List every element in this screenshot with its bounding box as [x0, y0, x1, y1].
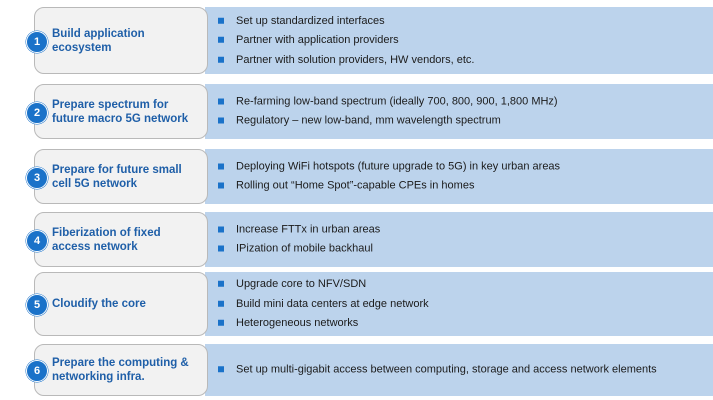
- bullet-item: Rolling out “Home Spot”-capable CPEs in homes: [218, 177, 560, 197]
- bullet-item: Set up multi-gigabit access between computing, storage and access network elements: [218, 360, 657, 380]
- bullet-item: Partner with solution providers, HW vendors, etc.: [218, 50, 474, 70]
- step-2-number-badge: 2: [26, 102, 48, 124]
- step-3-bullet-list: [218, 157, 560, 196]
- step-6-bullet-list: [218, 360, 657, 380]
- step-5-title: Cloudify the core: [52, 298, 146, 310]
- step-1-number-badge: 1: [26, 31, 48, 53]
- bullet-item: Re-farming low-band spectrum (ideally 700, 800, 900, 1,800 MHz): [218, 92, 558, 112]
- bullet-item: IPization of mobile backhaul: [218, 240, 380, 260]
- step-row-5: [0, 272, 713, 336]
- step-6-title: Prepare the computing & networking infra.: [52, 357, 189, 383]
- step-row-6: [0, 344, 713, 396]
- step-5-bullet-list: [218, 275, 429, 334]
- step-3-title: Prepare for future small cell 5G network: [52, 163, 182, 190]
- step-3-number-badge: 3: [26, 167, 48, 189]
- bullet-item: Deploying WiFi hotspots (future upgrade to 5G) in key urban areas: [218, 157, 560, 177]
- bullet-item: Set up standardized interfaces: [218, 11, 474, 31]
- bullet-item: Build mini data centers at edge network: [218, 294, 429, 314]
- step-row-1: [0, 7, 713, 74]
- step-2-title: Prepare spectrum for future macro 5G network: [52, 98, 189, 125]
- bullet-item: Partner with application providers: [218, 31, 474, 51]
- bullet-item: Regulatory – new low-band, mm wavelength spectrum: [218, 112, 558, 132]
- step-4-title: Fiberization of fixed access network: [52, 226, 161, 253]
- bullet-item: Increase FTTx in urban areas: [218, 220, 380, 240]
- step-5-number-badge: 5: [26, 294, 48, 316]
- step-2-bullet-list: [218, 92, 558, 131]
- step-4-number-badge: 4: [26, 230, 48, 252]
- step-4-bullet-list: [218, 220, 380, 259]
- step-row-3: [0, 149, 713, 204]
- step-row-4: [0, 212, 713, 267]
- step-1-title: Build application ecosystem: [52, 27, 145, 54]
- step-6-number-badge: 6: [26, 360, 48, 382]
- step-1-bullet-list: [218, 11, 474, 70]
- bullet-item: Heterogeneous networks: [218, 314, 429, 334]
- bullet-item: Upgrade core to NFV/SDN: [218, 275, 429, 295]
- step-row-2: [0, 84, 713, 139]
